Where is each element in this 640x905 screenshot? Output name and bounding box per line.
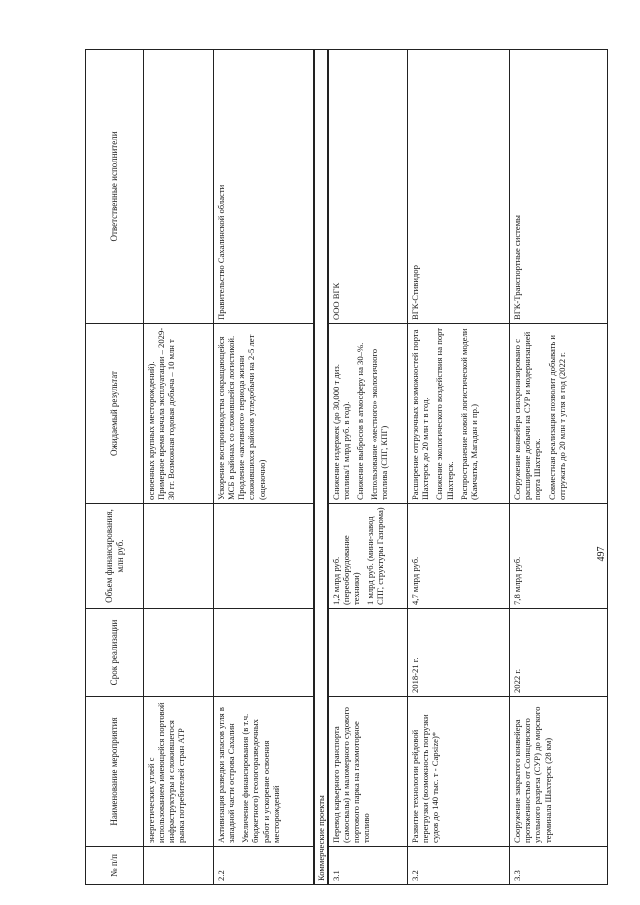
header-period: Срок реализации xyxy=(86,609,144,697)
row-name: Развитие технологии рейдовой перегрузки (возможность погрузки судов до 140 тыс. т - Capsize)* xyxy=(408,697,510,847)
row-executor: Правительство Сахалинской области xyxy=(214,50,314,324)
row-executor: ВГК-Транспортные системы xyxy=(510,50,608,324)
rotated-page xyxy=(85,50,605,885)
header-result: Ожидаемый результат xyxy=(86,324,144,504)
row-period: 2022 г. xyxy=(510,609,608,697)
row-result: Расширение отгрузочных возможностей порта Шахтерск до 20 млн т в год. Снижение экологического воздействия на порт Шахтерск. Распространение новой логистической модели (Камчатка, Магадан и пр.) xyxy=(408,324,510,504)
row-num: 3.3 xyxy=(510,847,608,885)
row-name: Сооружение закрытого конвейера протяженностью от Солнцевского угольного разреза (СУР) до морского терминала Шахтерск (28 км) xyxy=(510,697,608,847)
row-result: освоенных крупных месторождений). Примерное время начала эксплуатации – 2029-30 гг. Возможная годовая добыча – 10 млн т xyxy=(144,324,214,504)
table-row xyxy=(408,50,510,885)
row-executor: ООО ВГК xyxy=(328,50,408,324)
row-num: 3.1 xyxy=(328,847,408,885)
header-name: Наименование мероприятия xyxy=(86,697,144,847)
row-num: 2.2 xyxy=(214,847,314,885)
table-row xyxy=(144,50,214,885)
row-funding: 7,8 млрд руб. xyxy=(510,504,608,609)
header-num: № п/п xyxy=(86,847,144,885)
row-funding xyxy=(214,504,314,609)
row-funding: 4,7 млрд руб. xyxy=(408,504,510,609)
row-executor: ВГК-Стивидор xyxy=(408,50,510,324)
header-funding: Объем финансирования, млн руб. xyxy=(86,504,144,609)
page-number: 497 xyxy=(596,546,607,562)
measures-table xyxy=(85,49,608,885)
row-name: Активизация разведки запасов угля в западной части острова Сахалин Увеличение финансирования (в т.ч. бюджетного) геологоразведочных работ и ускорение освоения месторождений xyxy=(214,697,314,847)
row-funding: 1,2 млрд руб. (переоборудование техники) 1 млрд руб. (мини-завод СПГ, структуры Газпрома) xyxy=(328,504,408,609)
row-period: 2018-21 г. xyxy=(408,609,510,697)
row-period xyxy=(214,609,314,697)
table-row xyxy=(214,50,314,885)
row-result: Сооружение конвейера синхронизировано с расширение добычи на СУР и модернизацией порта Шахтерск. Совместная реализация позволит добывать и отгружать до 20 млн т угля в год (2022 г. xyxy=(510,324,608,504)
row-result: Ускорение воспроизводства сокращающейся МСБ в районах со сложившейся логистикой. Продление «активного» периода жизни сложившихся районов угледобычи на 2-5 лет (оценочно) xyxy=(214,324,314,504)
section-row xyxy=(314,50,328,885)
row-executor xyxy=(144,50,214,324)
row-funding xyxy=(144,504,214,609)
section-title: Коммерческие проекты xyxy=(314,50,328,885)
row-period xyxy=(328,609,408,697)
row-period xyxy=(144,609,214,697)
row-result: Снижение издержек (до 30,000 т диз. топлива/1 млрд руб. в год). Снижение выбросов в атмосферу на 30–%. Использование «местного» экологичного топлива (СПГ, КПГ) xyxy=(328,324,408,504)
row-name: энергетических углей с использованием имеющейся портовой инфраструктуры и сложившегося рынка потребителей стран АТР xyxy=(144,697,214,847)
table-row xyxy=(328,50,408,885)
header-executor: Ответственные исполнители xyxy=(86,50,144,324)
row-num: 3.2 xyxy=(408,847,510,885)
header-row xyxy=(86,50,144,885)
table-row xyxy=(510,50,608,885)
row-name: Перевод карьерного транспорта (самосвалы) и маломерного судового портового парка на газомоторное топливо xyxy=(328,697,408,847)
row-num xyxy=(144,847,214,885)
